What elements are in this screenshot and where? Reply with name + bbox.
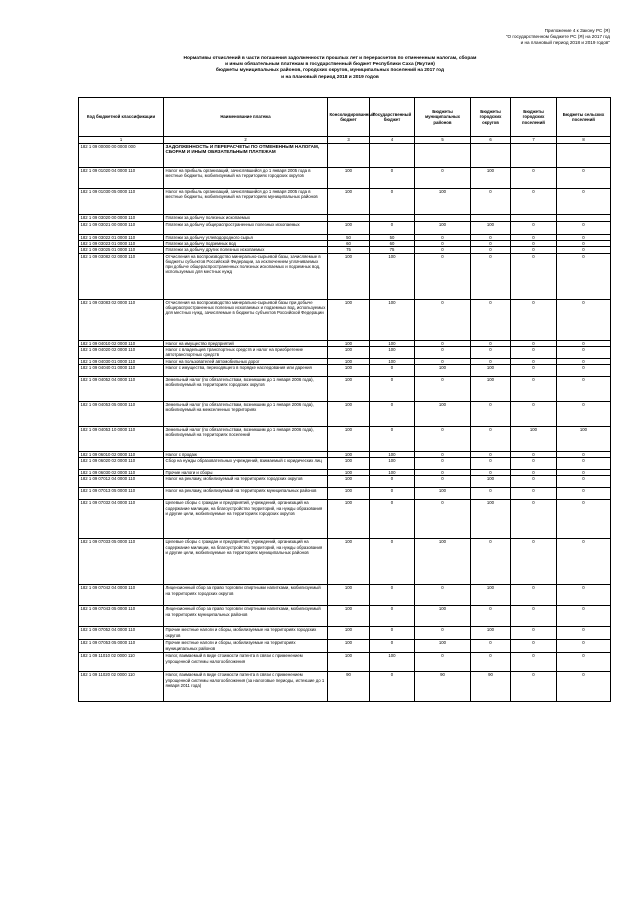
- cell-urban-settlements: 0: [511, 365, 557, 377]
- cell-city-districts: 0: [471, 427, 511, 452]
- cell-payment-name: Земельный налог (по обязательствам, возникшим до 1 января 2006 года), мобилизуемый на территориях поселений: [164, 427, 328, 452]
- cell-city-districts: 100: [471, 168, 511, 189]
- appendix-reference: [370, 28, 610, 46]
- cell-consolidated: 100: [328, 377, 370, 402]
- header-row: [79, 98, 611, 137]
- cell-state: 0: [370, 476, 415, 488]
- cell-payment-name: Налог с владельцев транспортных средств и налог на приобретение автотранспортных средств: [164, 346, 328, 358]
- cell-payment-name: Отчисления на воспроизводство минерально-сырьевой базы, зачисляемые в бюджеты субъектов Российской Федерации, за исключением уплачиваемых при добыче общераспространенных полезных ископаемых и подземных вод, используемых для местных нужд: [164, 253, 328, 299]
- cell-municipal-districts: 0: [415, 235, 471, 241]
- cell-payment-name: Земельный налог (по обязательствам, возникшим до 1 января 2006 года), мобилизуемый на межселенных территориях: [164, 402, 328, 427]
- cell-urban-settlements: 0: [511, 235, 557, 241]
- table-row: [79, 476, 611, 488]
- cell-state: 0: [370, 189, 415, 215]
- cell-payment-name: Прочие местные налоги и сборы, мобилизуемые на территориях городских округов: [164, 627, 328, 640]
- cell-code: 182 1 09 03021 00 0000 110: [79, 222, 164, 235]
- norms-table: [78, 97, 611, 702]
- cell-state: 100: [370, 653, 415, 672]
- cell-rural-settlements: 0: [557, 189, 611, 215]
- cell-urban-settlements: [511, 215, 557, 222]
- appendix-line: "О государственном бюджете РС (Я) на 2017 год: [505, 34, 610, 39]
- cell-payment-name: Налог на прибыль организаций, зачислявшийся до 1 января 2005 года в местные бюджеты, мобилизуемый на территориях муниципальных районов: [164, 189, 328, 215]
- cell-code: 182 1 09 06020 02 0000 110: [79, 458, 164, 470]
- cell-urban-settlements: 0: [511, 358, 557, 364]
- cell-state: 100: [370, 358, 415, 364]
- column-number: 3: [328, 137, 370, 144]
- cell-municipal-districts: 100: [415, 402, 471, 427]
- cell-city-districts: 100: [471, 585, 511, 606]
- cell-urban-settlements: 0: [511, 470, 557, 476]
- cell-code: 182 1 09 04052 04 0000 110: [79, 377, 164, 402]
- cell-state: 60: [370, 241, 415, 247]
- column-header-name: Наименование платежа: [164, 98, 328, 137]
- appendix-line: Приложение 4 к Закону РС (Я): [544, 28, 610, 33]
- cell-state: 100: [370, 346, 415, 358]
- cell-state: 0: [370, 539, 415, 585]
- cell-state: 0: [370, 488, 415, 500]
- cell-city-districts: 0: [471, 340, 511, 346]
- cell-consolidated: 50: [328, 235, 370, 241]
- column-header-rural-settlements: Бюджеты сельских поселений: [557, 98, 611, 137]
- cell-urban-settlements: 0: [511, 653, 557, 672]
- cell-consolidated: 100: [328, 627, 370, 640]
- cell-municipal-districts: 100: [415, 222, 471, 235]
- cell-urban-settlements: 0: [511, 241, 557, 247]
- cell-payment-name: Сбор на нужды образовательных учреждений, взимаемый с юридических лиц: [164, 458, 328, 470]
- cell-consolidated: 100: [328, 539, 370, 585]
- table-row: [79, 402, 611, 427]
- cell-consolidated: 100: [328, 365, 370, 377]
- cell-consolidated: 100: [328, 222, 370, 235]
- cell-code: 182 1 09 04020 02 0000 110: [79, 346, 164, 358]
- cell-code: 182 1 09 00000 00 0000 000: [79, 144, 164, 168]
- cell-municipal-districts: 100: [415, 539, 471, 585]
- cell-city-districts: 0: [471, 539, 511, 585]
- cell-city-districts: 0: [471, 653, 511, 672]
- cell-city-districts: 0: [471, 235, 511, 241]
- cell-payment-name: Платежи за добычу других полезных ископаемых: [164, 247, 328, 253]
- cell-urban-settlements: 0: [511, 189, 557, 215]
- cell-rural-settlements: 0: [557, 488, 611, 500]
- table-row: [79, 215, 611, 222]
- cell-rural-settlements: 0: [557, 585, 611, 606]
- cell-code: 182 1 09 06010 02 0000 110: [79, 452, 164, 458]
- cell-rural-settlements: 0: [557, 653, 611, 672]
- cell-rural-settlements: 0: [557, 470, 611, 476]
- cell-rural-settlements: 0: [557, 247, 611, 253]
- cell-state: 0: [370, 377, 415, 402]
- cell-city-districts: 0: [471, 358, 511, 364]
- cell-code: 182 1 09 03025 01 0000 110: [79, 247, 164, 253]
- cell-urban-settlements: 0: [511, 606, 557, 627]
- cell-rural-settlements: 0: [557, 672, 611, 702]
- cell-city-districts: 0: [471, 189, 511, 215]
- title-line: Нормативы отчислений в части погашения задолженности прошлых лет и перерасчетов по отмененным налогам, сборам: [183, 56, 477, 61]
- table-row: [79, 427, 611, 452]
- table-row: [79, 672, 611, 702]
- table-row: [79, 640, 611, 653]
- column-number: 6: [471, 137, 511, 144]
- cell-rural-settlements: 0: [557, 235, 611, 241]
- cell-municipal-districts: 0: [415, 247, 471, 253]
- cell-state: 0: [370, 606, 415, 627]
- cell-rural-settlements: 0: [557, 377, 611, 402]
- cell-consolidated: 100: [328, 402, 370, 427]
- cell-municipal-districts: 100: [415, 488, 471, 500]
- cell-urban-settlements: 0: [511, 253, 557, 299]
- cell-municipal-districts: 100: [415, 606, 471, 627]
- table-row: [79, 144, 611, 168]
- cell-code: 182 1 09 04040 01 0000 110: [79, 365, 164, 377]
- cell-payment-name: Платежи за добычу подземных вод: [164, 241, 328, 247]
- cell-urban-settlements: 0: [511, 247, 557, 253]
- cell-municipal-districts: 100: [415, 189, 471, 215]
- column-number: 8: [557, 137, 611, 144]
- cell-payment-name: Налог на имущество предприятий: [164, 340, 328, 346]
- cell-rural-settlements: 0: [557, 346, 611, 358]
- cell-code: 182 1 09 04030 01 0000 110: [79, 358, 164, 364]
- cell-state: 0: [370, 222, 415, 235]
- cell-city-districts: 0: [471, 241, 511, 247]
- cell-rural-settlements: 100: [557, 427, 611, 452]
- column-header-consolidated: Консолидированный бюджет: [328, 98, 370, 137]
- cell-urban-settlements: 0: [511, 488, 557, 500]
- cell-urban-settlements: 0: [511, 500, 557, 539]
- cell-urban-settlements: 0: [511, 640, 557, 653]
- cell-urban-settlements: 0: [511, 672, 557, 702]
- cell-code: 182 1 09 07042 04 0000 110: [79, 585, 164, 606]
- cell-city-districts: 100: [471, 365, 511, 377]
- cell-municipal-districts: 0: [415, 470, 471, 476]
- column-header-municipal-districts: Бюджеты муниципальных районов: [415, 98, 471, 137]
- cell-state: 100: [370, 340, 415, 346]
- cell-municipal-districts: [415, 144, 471, 168]
- cell-municipal-districts: 0: [415, 585, 471, 606]
- cell-city-districts: 100: [471, 500, 511, 539]
- table-row: [79, 189, 611, 215]
- cell-code: 182 1 09 01030 05 0000 110: [79, 189, 164, 215]
- cell-code: 182 1 09 11010 02 0000 110: [79, 653, 164, 672]
- cell-code: 182 1 09 07012 04 0000 110: [79, 476, 164, 488]
- cell-payment-name: Налог на прибыль организаций, зачислявшийся до 1 января 2005 года в местные бюджеты, мобилизуемый на территориях городских округов: [164, 168, 328, 189]
- cell-state: 75: [370, 247, 415, 253]
- cell-rural-settlements: 0: [557, 539, 611, 585]
- cell-rural-settlements: 0: [557, 358, 611, 364]
- cell-payment-name: Платежи за добычу углеводородного сырья: [164, 235, 328, 241]
- table-row: [79, 365, 611, 377]
- cell-payment-name: Прочие местные налоги и сборы, мобилизуемые на территориях муниципальных районов: [164, 640, 328, 653]
- cell-code: 182 1 09 03020 00 0000 110: [79, 215, 164, 222]
- cell-payment-name: ЗАДОЛЖЕННОСТЬ И ПЕРЕРАСЧЕТЫ ПО ОТМЕНЕННЫМ НАЛОГАМ, СБОРАМ И ИНЫМ ОБЯЗАТЕЛЬНЫМ ПЛАТЕЖАМ: [164, 144, 328, 168]
- cell-urban-settlements: 0: [511, 222, 557, 235]
- cell-municipal-districts: 0: [415, 358, 471, 364]
- table-row: [79, 458, 611, 470]
- cell-rural-settlements: 0: [557, 500, 611, 539]
- cell-consolidated: 100: [328, 340, 370, 346]
- cell-city-districts: 0: [471, 346, 511, 358]
- cell-municipal-districts: 0: [415, 653, 471, 672]
- cell-code: 182 1 09 01020 04 0000 110: [79, 168, 164, 189]
- table-row: [79, 653, 611, 672]
- title-line: и на плановый период 2018 и 2019 годов: [281, 74, 379, 80]
- table-row: [79, 346, 611, 358]
- cell-consolidated: 75: [328, 247, 370, 253]
- cell-municipal-districts: 0: [415, 340, 471, 346]
- cell-municipal-districts: 0: [415, 253, 471, 299]
- cell-consolidated: 100: [328, 640, 370, 653]
- cell-consolidated: 100: [328, 500, 370, 539]
- cell-rural-settlements: 0: [557, 402, 611, 427]
- cell-city-districts: 0: [471, 253, 511, 299]
- cell-consolidated: 100: [328, 488, 370, 500]
- cell-payment-name: Налог на пользователей автомобильных дорог: [164, 358, 328, 364]
- cell-municipal-districts: 0: [415, 241, 471, 247]
- cell-code: 182 1 09 07033 05 0000 110: [79, 539, 164, 585]
- column-header-state: Государственный бюджет: [370, 98, 415, 137]
- cell-municipal-districts: 0: [415, 168, 471, 189]
- cell-rural-settlements: 0: [557, 222, 611, 235]
- cell-city-districts: 0: [471, 606, 511, 627]
- cell-code: 182 1 09 04010 02 0000 110: [79, 340, 164, 346]
- cell-consolidated: 100: [328, 585, 370, 606]
- cell-state: 0: [370, 640, 415, 653]
- cell-urban-settlements: 0: [511, 346, 557, 358]
- cell-city-districts: 0: [471, 452, 511, 458]
- cell-consolidated: 100: [328, 653, 370, 672]
- cell-urban-settlements: 0: [511, 402, 557, 427]
- cell-code: 182 1 09 07053 05 0000 110: [79, 640, 164, 653]
- cell-state: 0: [370, 627, 415, 640]
- column-number: 7: [511, 137, 557, 144]
- cell-municipal-districts: 90: [415, 672, 471, 702]
- cell-urban-settlements: 0: [511, 539, 557, 585]
- column-number-row: [79, 137, 611, 144]
- cell-rural-settlements: 0: [557, 365, 611, 377]
- cell-city-districts: 0: [471, 640, 511, 653]
- cell-municipal-districts: 0: [415, 299, 471, 340]
- cell-consolidated: 100: [328, 476, 370, 488]
- column-number: 4: [370, 137, 415, 144]
- cell-code: 182 1 09 11020 02 0000 110: [79, 672, 164, 702]
- table-row: [79, 539, 611, 585]
- cell-payment-name: Налог с продаж: [164, 452, 328, 458]
- cell-rural-settlements: 0: [557, 627, 611, 640]
- cell-state: 100: [370, 452, 415, 458]
- cell-code: 182 1 09 03022 01 0000 110: [79, 235, 164, 241]
- table-row: [79, 627, 611, 640]
- cell-rural-settlements: 0: [557, 241, 611, 247]
- cell-urban-settlements: 0: [511, 299, 557, 340]
- cell-city-districts: 100: [471, 377, 511, 402]
- table-row: [79, 488, 611, 500]
- cell-rural-settlements: [557, 144, 611, 168]
- cell-urban-settlements: 0: [511, 585, 557, 606]
- cell-urban-settlements: 0: [511, 458, 557, 470]
- cell-payment-name: Целевые сборы с граждан и предприятий, учреждений, организаций на содержание милиции, на благоустройство территорий, на нужды образования и другие цели, мобилизуемые на территориях городских округов: [164, 500, 328, 539]
- cell-consolidated: 100: [328, 346, 370, 358]
- cell-rural-settlements: 0: [557, 452, 611, 458]
- cell-city-districts: 0: [471, 402, 511, 427]
- cell-payment-name: Налог, взимаемый в виде стоимости патента в связи с применением упрощенной системы налогообложения (за налоговые периоды, истекшие до 1 января 2011 года): [164, 672, 328, 702]
- cell-rural-settlements: 0: [557, 340, 611, 346]
- cell-urban-settlements: 0: [511, 377, 557, 402]
- cell-code: 182 1 09 03082 02 0000 110: [79, 253, 164, 299]
- cell-urban-settlements: 0: [511, 452, 557, 458]
- cell-municipal-districts: 0: [415, 476, 471, 488]
- appendix-line: и на плановый период 2018 и 2019 годов": [520, 40, 610, 45]
- cell-urban-settlements: 0: [511, 476, 557, 488]
- cell-urban-settlements: [511, 144, 557, 168]
- cell-code: 182 1 09 07013 05 0000 110: [79, 488, 164, 500]
- cell-payment-name: Платежи за добычу полезных ископаемых: [164, 215, 328, 222]
- cell-city-districts: 90: [471, 672, 511, 702]
- cell-consolidated: [328, 144, 370, 168]
- cell-state: 100: [370, 470, 415, 476]
- table-row: [79, 222, 611, 235]
- cell-consolidated: [328, 215, 370, 222]
- cell-code: 182 1 09 06030 02 0000 110: [79, 470, 164, 476]
- cell-state: 0: [370, 500, 415, 539]
- cell-consolidated: 100: [328, 452, 370, 458]
- table-body: [79, 144, 611, 702]
- cell-city-districts: 100: [471, 476, 511, 488]
- cell-municipal-districts: 0: [415, 452, 471, 458]
- cell-consolidated: 100: [328, 427, 370, 452]
- column-header-code: Код бюджетной классификации: [79, 98, 164, 137]
- cell-code: 182 1 09 04053 10 0000 110: [79, 427, 164, 452]
- cell-payment-name: Налог с имущества, переходящего в порядке наследования или дарения: [164, 365, 328, 377]
- cell-municipal-districts: 0: [415, 427, 471, 452]
- cell-consolidated: 100: [328, 168, 370, 189]
- cell-city-districts: [471, 144, 511, 168]
- table-row: [79, 500, 611, 539]
- cell-urban-settlements: 0: [511, 627, 557, 640]
- cell-state: 100: [370, 299, 415, 340]
- cell-rural-settlements: 0: [557, 168, 611, 189]
- cell-municipal-districts: 0: [415, 500, 471, 539]
- column-header-urban-settlements: Бюджеты городских поселений: [511, 98, 557, 137]
- cell-city-districts: 0: [471, 488, 511, 500]
- column-header-city-districts: Бюджеты городских округов: [471, 98, 511, 137]
- cell-state: 100: [370, 253, 415, 299]
- cell-urban-settlements: 0: [511, 340, 557, 346]
- cell-rural-settlements: 0: [557, 606, 611, 627]
- cell-consolidated: 60: [328, 241, 370, 247]
- cell-urban-settlements: 0: [511, 168, 557, 189]
- cell-state: 50: [370, 235, 415, 241]
- column-number: 1: [79, 137, 164, 144]
- table-row: [79, 253, 611, 299]
- cell-consolidated: 100: [328, 299, 370, 340]
- title-line: бюджеты муниципальных районов, городских округов, муниципальных поселений на 2017 год: [215, 68, 445, 74]
- cell-state: 100: [370, 458, 415, 470]
- cell-code: 182 1 09 04053 05 0000 110: [79, 402, 164, 427]
- cell-city-districts: 100: [471, 222, 511, 235]
- cell-payment-name: Лицензионный сбор за право торговли спиртными напитками, мобилизуемый на территориях муниципальных районов: [164, 606, 328, 627]
- cell-city-districts: 0: [471, 247, 511, 253]
- cell-municipal-districts: 0: [415, 346, 471, 358]
- table-row: [79, 585, 611, 606]
- column-number: 5: [415, 137, 471, 144]
- cell-municipal-districts: 100: [415, 365, 471, 377]
- cell-city-districts: [471, 215, 511, 222]
- cell-rural-settlements: 0: [557, 476, 611, 488]
- cell-payment-name: Налог, взимаемый в виде стоимости патента в связи с применением упрощенной системы налогообложения: [164, 653, 328, 672]
- cell-state: 0: [370, 672, 415, 702]
- cell-payment-name: Прочие налоги и сборы: [164, 470, 328, 476]
- cell-municipal-districts: 100: [415, 640, 471, 653]
- table-row: [79, 299, 611, 340]
- cell-municipal-districts: [415, 215, 471, 222]
- cell-state: 0: [370, 402, 415, 427]
- cell-consolidated: 100: [328, 189, 370, 215]
- cell-rural-settlements: 0: [557, 458, 611, 470]
- cell-payment-name: Налог на рекламу, мобилизуемый на территориях муниципальных районов: [164, 488, 328, 500]
- cell-code: 182 1 09 07052 04 0000 110: [79, 627, 164, 640]
- cell-payment-name: Налог на рекламу, мобилизуемый на территориях городских округов: [164, 476, 328, 488]
- cell-rural-settlements: 0: [557, 299, 611, 340]
- title-line: и иным обязательным платежам в государственный бюджет Республики Саха (Якутия): [225, 62, 435, 68]
- cell-city-districts: 0: [471, 458, 511, 470]
- cell-state: [370, 144, 415, 168]
- cell-state: 0: [370, 365, 415, 377]
- cell-payment-name: Целевые сборы с граждан и предприятий, учреждений, организаций на содержание милиции, на благоустройство территорий, на нужды образования и другие цели, мобилизуемые на территориях муниципальных районов: [164, 539, 328, 585]
- cell-payment-name: Земельный налог (по обязательствам, возникшим до 1 января 2006 года), мобилизуемый на территориях городских округов: [164, 377, 328, 402]
- cell-payment-name: Платежи за добычу общераспространенных полезных ископаемых: [164, 222, 328, 235]
- cell-state: 0: [370, 427, 415, 452]
- table-row: [79, 168, 611, 189]
- cell-consolidated: 100: [328, 358, 370, 364]
- table-row: [79, 377, 611, 402]
- cell-municipal-districts: 0: [415, 627, 471, 640]
- cell-state: 0: [370, 168, 415, 189]
- cell-state: 0: [370, 585, 415, 606]
- cell-state: [370, 215, 415, 222]
- cell-consolidated: 100: [328, 458, 370, 470]
- column-number: 2: [164, 137, 328, 144]
- cell-consolidated: 100: [328, 470, 370, 476]
- cell-rural-settlements: 0: [557, 253, 611, 299]
- cell-city-districts: 0: [471, 470, 511, 476]
- cell-code: 182 1 09 07032 04 0000 110: [79, 500, 164, 539]
- cell-municipal-districts: 0: [415, 458, 471, 470]
- cell-code: 182 1 09 03023 01 0000 110: [79, 241, 164, 247]
- cell-payment-name: Отчисления на воспроизводство минерально-сырьевой базы при добыче общераспространенных полезных ископаемых и подземных вод, используемых для местных нужд, зачисляемые в бюджеты субъектов Российской Федерации: [164, 299, 328, 340]
- document-title: [120, 56, 540, 81]
- cell-consolidated: 90: [328, 672, 370, 702]
- cell-city-districts: 100: [471, 627, 511, 640]
- cell-urban-settlements: 100: [511, 427, 557, 452]
- cell-rural-settlements: 0: [557, 640, 611, 653]
- cell-consolidated: 100: [328, 606, 370, 627]
- cell-consolidated: 100: [328, 253, 370, 299]
- cell-rural-settlements: [557, 215, 611, 222]
- cell-city-districts: 0: [471, 299, 511, 340]
- cell-code: 182 1 09 07043 05 0000 110: [79, 606, 164, 627]
- cell-payment-name: Лицензионный сбор за право торговли спиртными напитками, мобилизуемый на территориях городских округов: [164, 585, 328, 606]
- cell-code: 182 1 09 03083 02 0000 110: [79, 299, 164, 340]
- cell-municipal-districts: 0: [415, 377, 471, 402]
- table-row: [79, 606, 611, 627]
